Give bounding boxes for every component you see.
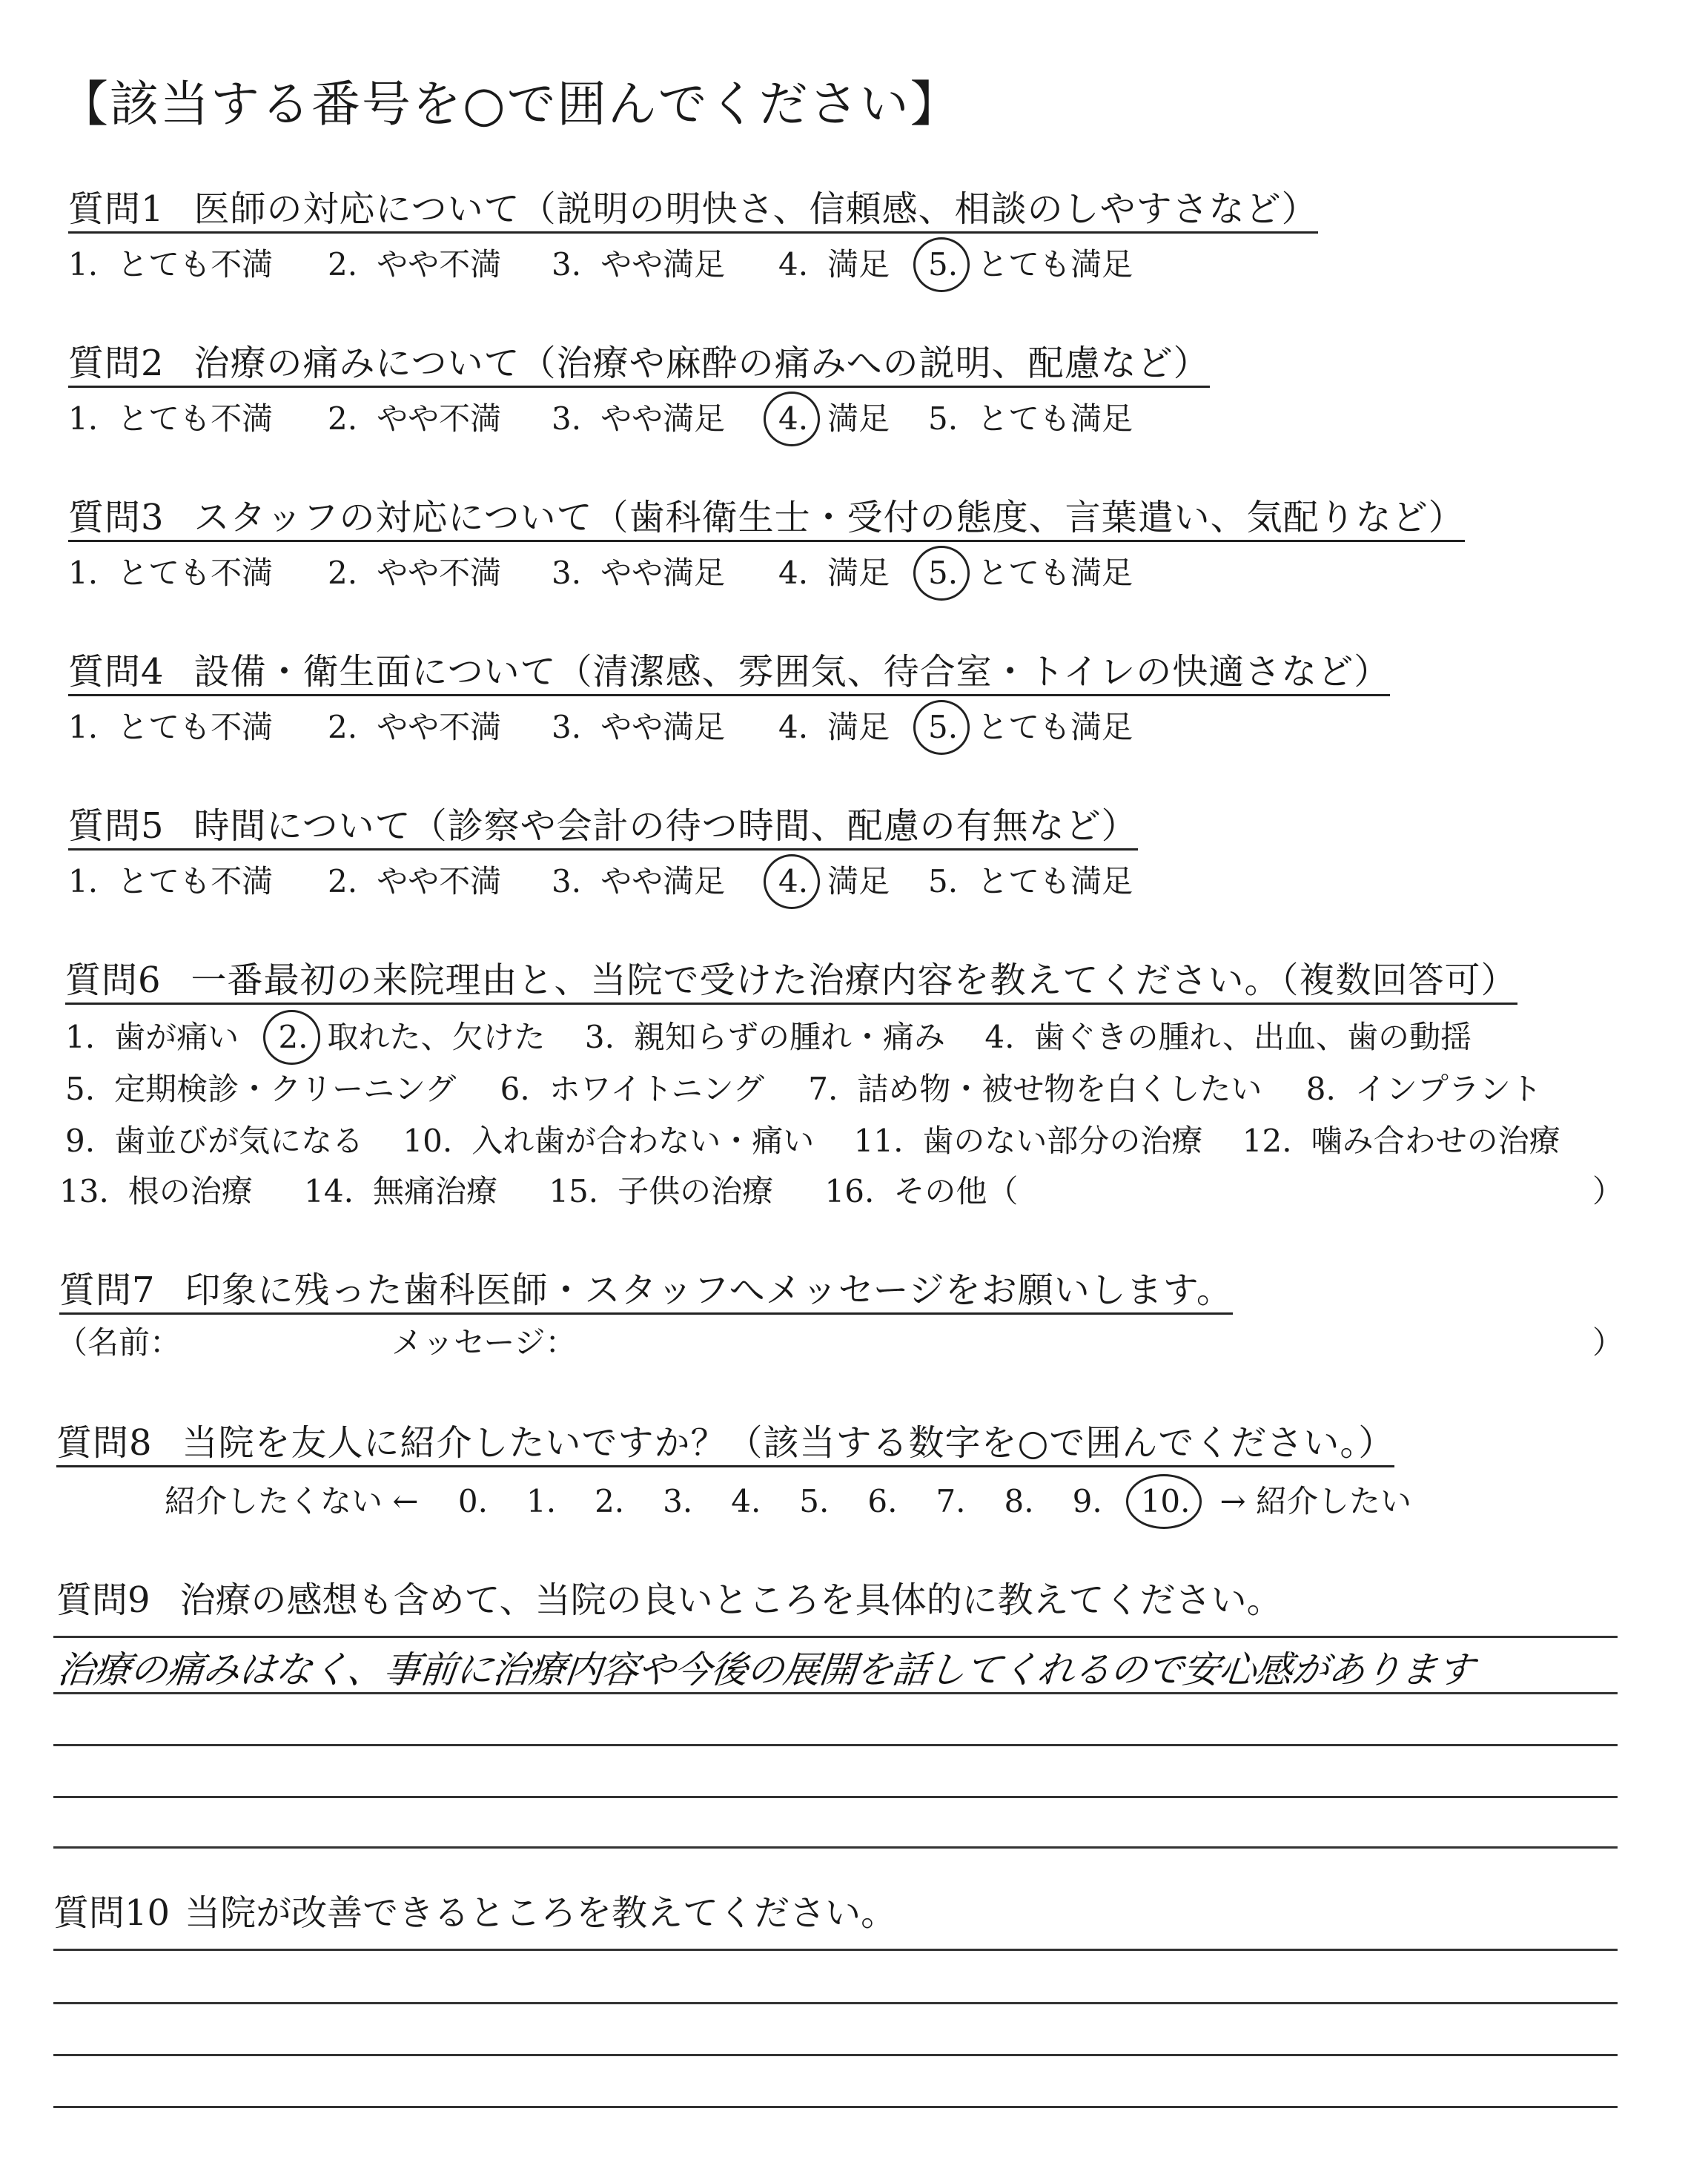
q6-row-3 bbox=[65, 1123, 1560, 1159]
option-label: 満足 bbox=[827, 863, 890, 899]
scale-number[interactable]: 3. bbox=[663, 1483, 693, 1519]
option-label: 満足 bbox=[827, 709, 890, 745]
option-label: 満足 bbox=[827, 400, 890, 437]
question-text: 当院を友人に紹介したいですか？（該当する数字を○で囲んでください。） bbox=[182, 1422, 1395, 1464]
scale-option-2[interactable] bbox=[328, 400, 502, 437]
question-10-heading bbox=[53, 1892, 897, 1934]
option-number: 2. bbox=[328, 555, 358, 591]
answer-rule bbox=[53, 2054, 1618, 2056]
question-text: 設備・衛生面について（清潔感、雰囲気、待合室・トイレの快適さなど） bbox=[193, 651, 1391, 693]
option-label: 満足 bbox=[827, 555, 890, 591]
question-number: 質問8 bbox=[56, 1422, 153, 1464]
option-label: とても満足 bbox=[977, 400, 1133, 437]
option-number: 4. bbox=[778, 709, 809, 745]
question-5-heading bbox=[68, 805, 1138, 851]
scale-number[interactable]: 0. bbox=[457, 1483, 488, 1519]
scale-number[interactable]: 4. bbox=[731, 1483, 761, 1519]
q6-option: 3. 親知らずの腫れ・痛み bbox=[584, 1019, 945, 1055]
option-label: やや不満 bbox=[377, 709, 502, 745]
q7-answer-line bbox=[56, 1324, 1623, 1361]
question-text: スタッフの対応について（歯科衛生士・受付の態度、言葉遣い、気配りなど） bbox=[193, 497, 1465, 538]
answer-rule bbox=[53, 1846, 1618, 1849]
question-text: 治療の感想も含めて、当院の良いところを具体的に教えてください。 bbox=[179, 1579, 1282, 1621]
question-2-heading bbox=[68, 343, 1210, 388]
question-6-heading bbox=[65, 962, 1517, 1005]
question-text: 一番最初の来院理由と、当院で受けた治療内容を教えてください。（複数回答可） bbox=[191, 960, 1517, 1001]
question-number: 質問7 bbox=[59, 1269, 156, 1311]
message-label: メッセージ： bbox=[391, 1324, 577, 1361]
scale-number[interactable]: 6. bbox=[867, 1483, 898, 1519]
question-text: 時間について（診察や会計の待つ時間、配慮の有無など） bbox=[193, 805, 1138, 847]
option-number: 1. bbox=[68, 400, 99, 437]
scale-number[interactable]: 7. bbox=[936, 1483, 966, 1519]
option-label: やや満足 bbox=[600, 555, 726, 591]
q8-scale bbox=[165, 1483, 1412, 1519]
selected-circle: 5. bbox=[928, 246, 959, 283]
scale-option-5[interactable] bbox=[928, 555, 1133, 591]
name-label: （名前： bbox=[56, 1324, 182, 1361]
option-label: やや不満 bbox=[377, 246, 502, 283]
question-text: 印象に残った歯科医師・スタッフへメッセージをお願いします。 bbox=[185, 1269, 1233, 1311]
option-label: やや満足 bbox=[600, 400, 726, 437]
q6-option: 5. 定期検診・クリーニング bbox=[65, 1071, 457, 1107]
question-number: 質問10 bbox=[53, 1892, 171, 1934]
close-paren: ） bbox=[1592, 1324, 1623, 1361]
question-text: 治療の痛みについて（治療や麻酔の痛みへの説明、配慮など） bbox=[193, 343, 1210, 384]
scale-option-4[interactable] bbox=[778, 863, 890, 899]
option-label: とても満足 bbox=[977, 555, 1133, 591]
option-number: 1. bbox=[68, 863, 99, 899]
option-number: 5. bbox=[928, 863, 959, 899]
scale-option-1[interactable] bbox=[68, 709, 274, 745]
q6-row-4 bbox=[59, 1173, 1623, 1209]
scale-number[interactable]: 1. bbox=[526, 1483, 557, 1519]
option-number: 2. bbox=[328, 246, 358, 283]
question-8-heading bbox=[56, 1422, 1395, 1467]
question-text: 医師の対応について（説明の明快さ、信頼感、相談のしやすさなど） bbox=[193, 188, 1318, 230]
question-number: 質問1 bbox=[68, 188, 165, 230]
option-number: 3. bbox=[552, 863, 582, 899]
close-paren: ） bbox=[1592, 1173, 1623, 1209]
answer-rule bbox=[53, 1636, 1618, 1638]
q6-row-1 bbox=[65, 1019, 1472, 1055]
scale-option-2[interactable] bbox=[328, 246, 502, 283]
q6-option: 10. 入れ歯が合わない・痛い bbox=[403, 1123, 815, 1159]
answer-rule bbox=[53, 1949, 1618, 1951]
option-label: やや満足 bbox=[600, 709, 726, 745]
scale-option-4[interactable] bbox=[778, 709, 890, 745]
scale-number[interactable]: 2. bbox=[595, 1483, 625, 1519]
question-4-heading bbox=[68, 651, 1391, 696]
selected-circle[interactable]: 10. bbox=[1140, 1483, 1191, 1519]
scale-option-5[interactable] bbox=[928, 246, 1133, 283]
q6-option: 13. 根の治療 bbox=[59, 1173, 253, 1209]
q6-option: 14. 無痛治療 bbox=[304, 1173, 497, 1209]
option-label: やや満足 bbox=[600, 246, 726, 283]
option-label: やや満足 bbox=[600, 863, 726, 899]
scale-left-label: 紹介したくない ← bbox=[165, 1483, 419, 1519]
option-number: 4. bbox=[778, 246, 809, 283]
selected-circle: 5. bbox=[928, 709, 959, 745]
selected-circle: 4. bbox=[778, 400, 809, 437]
option-number: 1. bbox=[68, 246, 99, 283]
option-label: やや不満 bbox=[377, 400, 502, 437]
option-number: 2. bbox=[328, 863, 358, 899]
answer-rule bbox=[53, 1796, 1618, 1798]
option-label: とても不満 bbox=[117, 709, 274, 745]
scale-option-3[interactable] bbox=[552, 555, 726, 591]
scale-option-1[interactable] bbox=[68, 863, 274, 899]
question-7-heading bbox=[59, 1269, 1233, 1315]
option-number: 3. bbox=[552, 400, 582, 437]
q6-option: 1. 歯が痛い bbox=[65, 1019, 239, 1055]
option-number: 1. bbox=[68, 555, 99, 591]
selected-circle: 5. bbox=[928, 555, 959, 591]
q6-option: 2. 取れた、欠けた bbox=[278, 1019, 546, 1055]
q6-option: 9. 歯並びが気になる bbox=[65, 1123, 364, 1159]
scale-option-3[interactable] bbox=[552, 400, 726, 437]
option-label: 満足 bbox=[827, 246, 890, 283]
scale-option-3[interactable] bbox=[552, 709, 726, 745]
q6-option: 12. 噛み合わせの治療 bbox=[1242, 1123, 1560, 1159]
option-label: とても不満 bbox=[117, 400, 274, 437]
question-3-heading bbox=[68, 497, 1465, 542]
scale-option-5[interactable] bbox=[928, 709, 1133, 745]
scale-option-2[interactable] bbox=[328, 863, 502, 899]
option-label: とても不満 bbox=[117, 555, 274, 591]
question-number: 質問9 bbox=[56, 1579, 150, 1621]
option-number: 3. bbox=[552, 709, 582, 745]
option-number: 3. bbox=[552, 555, 582, 591]
q6-option: 16. その他（ bbox=[824, 1173, 1019, 1209]
option-label: とても不満 bbox=[117, 863, 274, 899]
scale-option-2[interactable] bbox=[328, 709, 502, 745]
scale-number[interactable]: 8. bbox=[1004, 1483, 1034, 1519]
option-label: とても不満 bbox=[117, 246, 274, 283]
option-number: 4. bbox=[778, 555, 809, 591]
answer-rule bbox=[53, 2002, 1618, 2004]
q6-option: 8. インプラント bbox=[1305, 1071, 1542, 1107]
scale-option-1[interactable] bbox=[68, 246, 274, 283]
scale-option-1[interactable] bbox=[68, 555, 274, 591]
scale-right-label: → 紹介したい bbox=[1219, 1483, 1412, 1519]
option-number: 2. bbox=[328, 709, 358, 745]
q6-option: 11. 歯のない部分の治療 bbox=[853, 1123, 1203, 1159]
scale-option-5[interactable] bbox=[928, 400, 1133, 437]
q6-option: 4. 歯ぐきの腫れ、出血、歯の動揺 bbox=[984, 1019, 1472, 1055]
option-label: やや不満 bbox=[377, 863, 502, 899]
answer-rule bbox=[53, 1692, 1618, 1694]
option-number: 2. bbox=[328, 400, 358, 437]
option-number: 3. bbox=[552, 246, 582, 283]
q9-handwritten-answer: 治療の痛みはなく、事前に治療内容や今後の展開を話してくれるので安心感があります bbox=[55, 1648, 1476, 1691]
selected-circle: 4. bbox=[778, 863, 809, 899]
scale-option-3[interactable] bbox=[552, 863, 726, 899]
question-number: 質問3 bbox=[68, 497, 165, 538]
answer-rule bbox=[53, 2106, 1618, 2108]
question-1-heading bbox=[68, 188, 1318, 234]
scale-option-4[interactable] bbox=[778, 400, 890, 437]
scale-option-3[interactable] bbox=[552, 246, 726, 283]
scale-option-4[interactable] bbox=[778, 555, 890, 591]
answer-rule bbox=[53, 1744, 1618, 1746]
option-number: 5. bbox=[928, 400, 959, 437]
option-label: とても満足 bbox=[977, 709, 1133, 745]
scale-option-4[interactable] bbox=[778, 246, 890, 283]
question-number: 質問5 bbox=[68, 805, 165, 847]
option-label: とても満足 bbox=[977, 246, 1133, 283]
question-text: 当院が改善できるところを教えてください。 bbox=[185, 1892, 897, 1934]
scale-option-2[interactable] bbox=[328, 555, 502, 591]
scale-number[interactable]: 5. bbox=[799, 1483, 830, 1519]
option-label: とても満足 bbox=[977, 863, 1133, 899]
scale-option-5[interactable] bbox=[928, 863, 1133, 899]
question-number: 質問4 bbox=[68, 651, 165, 693]
question-number: 質問6 bbox=[65, 960, 162, 1001]
scale-option-1[interactable] bbox=[68, 400, 274, 437]
question-number: 質問2 bbox=[68, 343, 165, 384]
scale-number[interactable]: 9. bbox=[1072, 1483, 1102, 1519]
option-label: やや不満 bbox=[377, 555, 502, 591]
q6-option: 7. 詰め物・被せ物を白くしたい bbox=[808, 1071, 1262, 1107]
page-title: 【該当する番号を○で囲んでください】 bbox=[59, 76, 961, 133]
selected-circle: 2. bbox=[278, 1019, 308, 1055]
q6-option: 6. ホワイトニング bbox=[500, 1071, 764, 1107]
option-number: 1. bbox=[68, 709, 99, 745]
question-9-heading bbox=[56, 1579, 1282, 1621]
q6-option: 15. 子供の治療 bbox=[549, 1173, 774, 1209]
q6-row-2 bbox=[65, 1071, 1542, 1107]
